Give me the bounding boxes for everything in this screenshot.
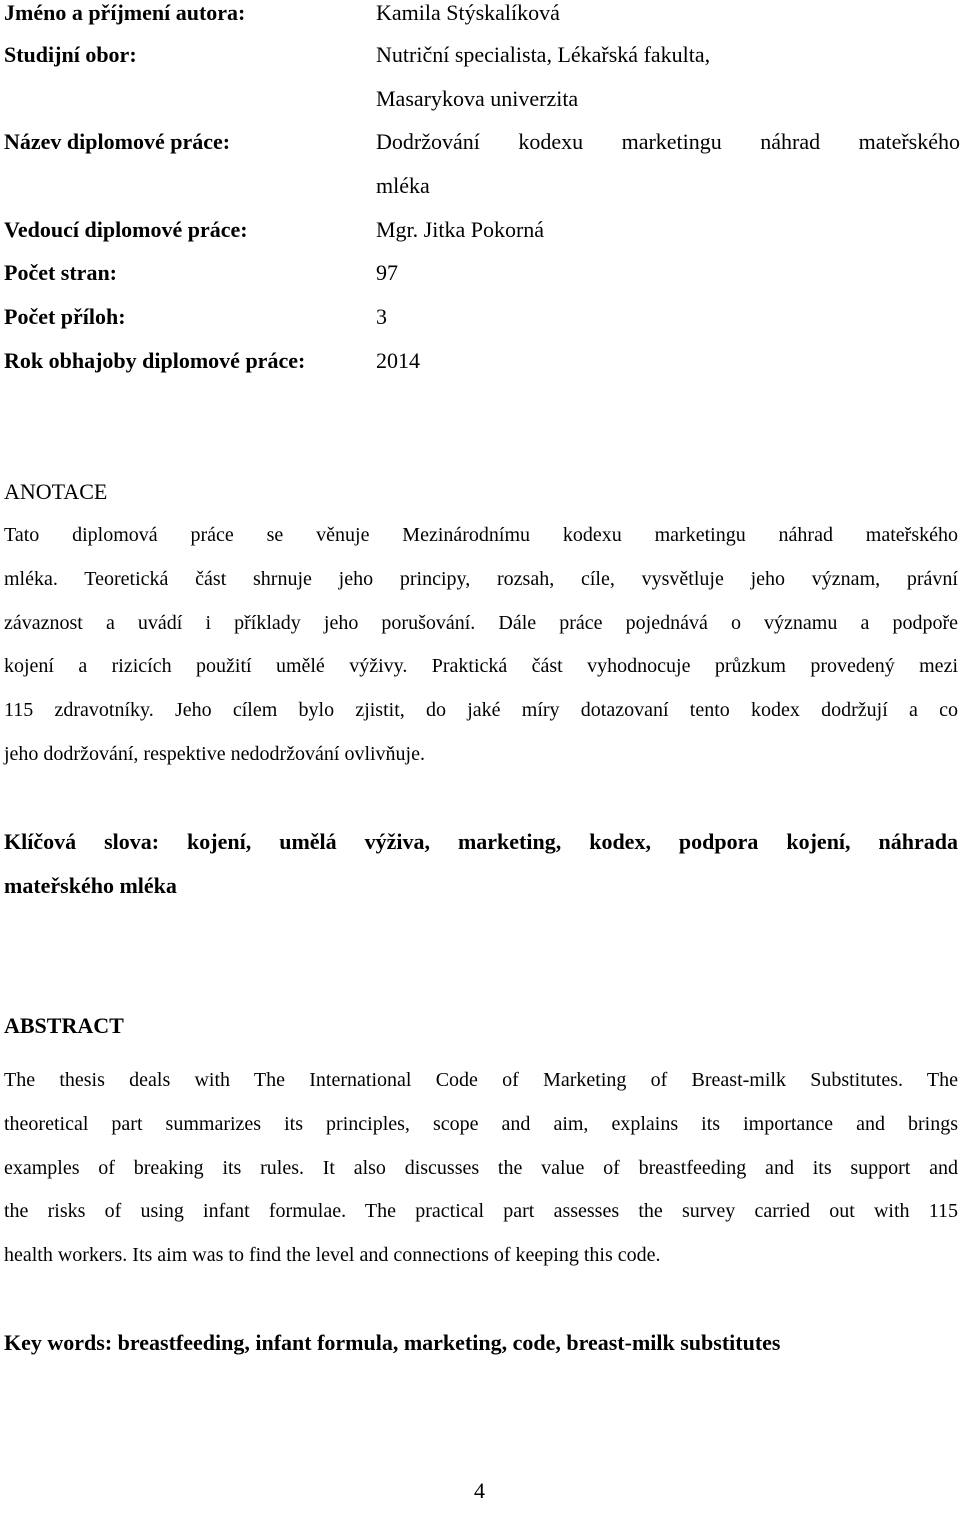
anotace-line: Tato diplomová práce se věnuje Mezinárodnímu kodexu marketingu náhrad mateřského — [4, 524, 958, 546]
klicova-slova-line: Klíčová slova: kojení, umělá výživa, marketing, kodex, podpora kojení, náhrada — [4, 829, 958, 854]
author-label: Jméno a příjmení autora: — [4, 0, 246, 25]
field-value-line2: Masarykova univerzita — [376, 86, 579, 111]
abstract-line: health workers. Its aim was to find the level and connections of keeping this code. — [4, 1244, 661, 1267]
attachments-value: 3 — [376, 304, 387, 329]
author-value: Kamila Stýskalíková — [376, 0, 560, 25]
field-value-line1: Nutriční specialista, Lékařská fakulta, — [376, 42, 711, 67]
klicova-slova-line: mateřského mléka — [4, 872, 177, 898]
abstract-paragraph — [4, 1067, 958, 1286]
pages-value: 97 — [376, 260, 398, 285]
title-value-text: Dodržování kodexu marketingu náhrad mateřského — [376, 129, 960, 154]
field-label: Studijní obor: — [4, 42, 137, 67]
anotace-line: jeho dodržování, respektive nedodržování ovlivňuje. — [4, 742, 425, 765]
abstract-heading: ABSTRACT — [4, 1013, 124, 1038]
anotace-line: 115 zdravotníky. Jeho cílem bylo zjistit, do jaké míry dotazovaní tento kodex dodržují a co — [4, 699, 958, 722]
document-page — [4, 0, 958, 1515]
anotace-line: závaznost a uvádí i příklady jeho porušování. Dále práce pojednává o významu a podpoře — [4, 611, 958, 634]
page-number: 4 — [474, 1478, 485, 1503]
abstract-line: examples of breaking its rules. It also discusses the value of breastfeeding and its support and — [4, 1156, 958, 1179]
abstract-line: the risks of using infant formulae. The practical part assesses the survey carried out with 115 — [4, 1200, 958, 1223]
year-label: Rok obhajoby diplomové práce: — [4, 348, 306, 373]
pages-label: Počet stran: — [4, 260, 118, 285]
key-words: Key words: breastfeeding, infant formula, marketing, code, breast-milk substitutes — [4, 1330, 781, 1355]
anotace-paragraph — [4, 522, 958, 785]
title-label: Název diplomové práce: — [4, 129, 231, 154]
anotace-line: kojení a rizicích použití umělé výživy. Praktická část vyhodnocuje průzkum provedený mezi — [4, 655, 958, 678]
attachments-label: Počet příloh: — [4, 304, 126, 329]
year-value: 2014 — [376, 348, 420, 373]
title-value-line2: mléka — [376, 173, 430, 198]
abstract-line: The thesis deals with The International Code of Marketing of Breast-milk Substitutes. The — [4, 1069, 958, 1091]
klicova-slova — [4, 829, 958, 917]
supervisor-label: Vedoucí diplomové práce: — [4, 217, 248, 242]
abstract-line: theoretical part summarizes its principles, scope and aim, explains its importance and brings — [4, 1112, 958, 1135]
anotace-heading: ANOTACE — [4, 479, 108, 504]
anotace-line: mléka. Teoretická část shrnuje jeho principy, rozsah, cíle, vysvětluje jeho význam, právní — [4, 567, 958, 590]
supervisor-value: Mgr. Jitka Pokorná — [376, 217, 545, 242]
title-value-line1 — [376, 129, 960, 155]
